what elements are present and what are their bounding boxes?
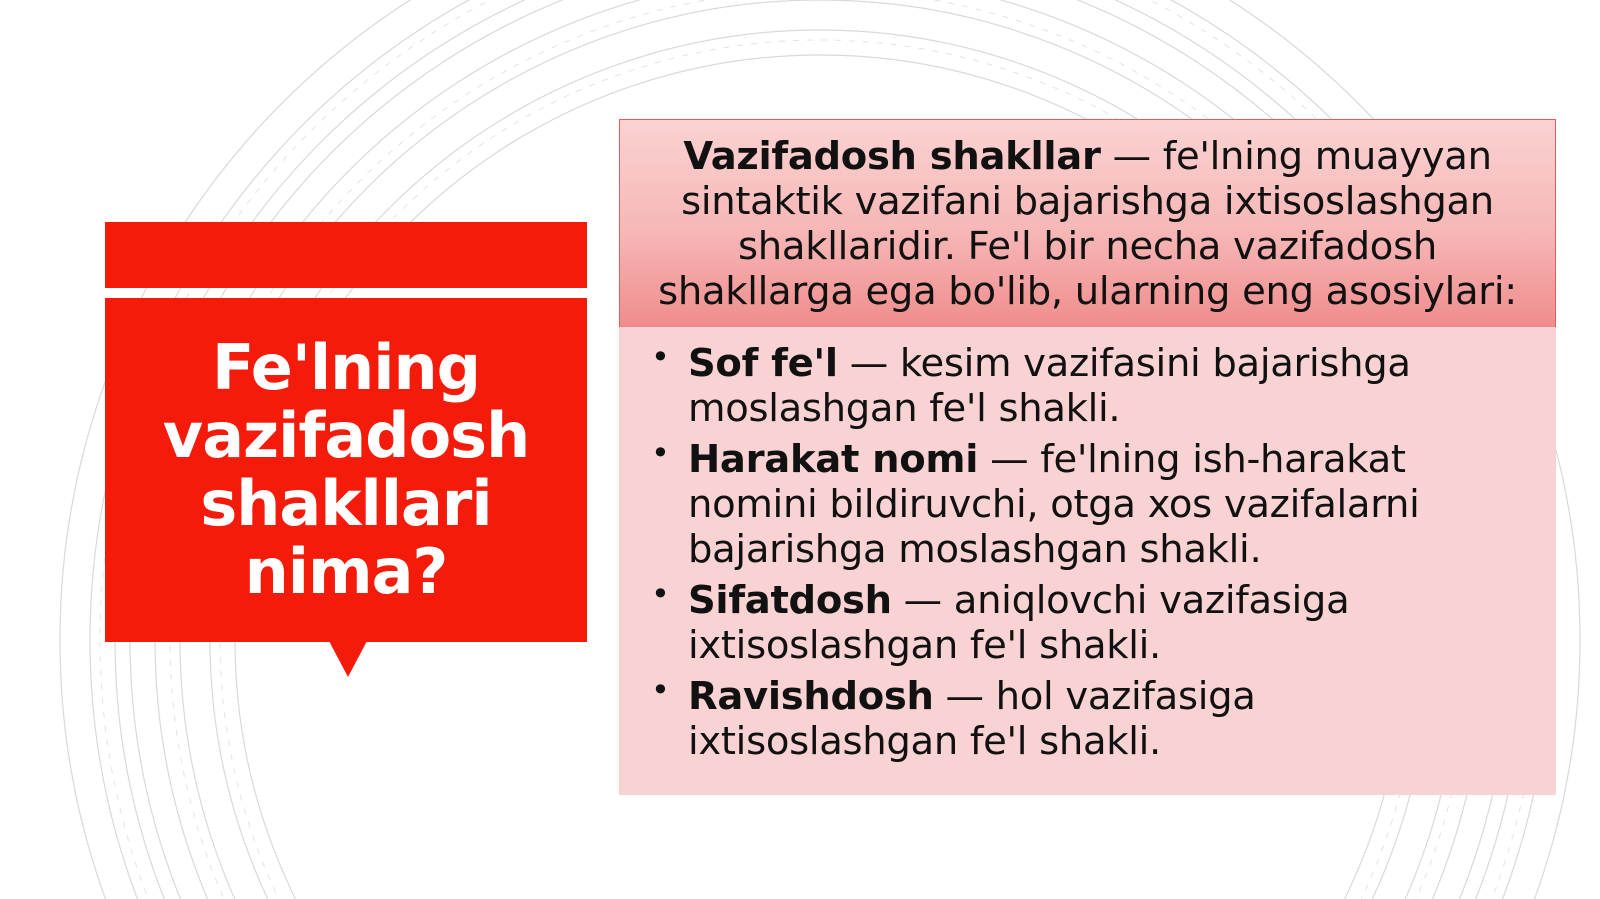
bullet-text: — kesim vazifasini bajarishga moslashgan fe'l shakli.	[688, 341, 1411, 431]
callout-pointer	[329, 641, 367, 677]
definition-body: — fe'lning muayyan sintaktik vazifani bajarishga ixtisoslashgan shakllaridir. Fe'l bir necha vazifadosh shakllarga ega bo'lib, ularning eng asosiylari:	[658, 133, 1517, 314]
bullet-term: Sof fe'l	[688, 341, 838, 386]
bullet-list	[641, 338, 1536, 764]
bullet-icon: •	[651, 338, 670, 376]
slide-title-line: nima?	[244, 535, 448, 608]
bullet-term: Sifatdosh	[688, 578, 892, 623]
definition-text	[640, 134, 1535, 314]
bullet-text: — aniqlovchi vazifasiga ixtisoslashgan fe'l shakli.	[688, 578, 1350, 668]
list-item	[641, 575, 1536, 668]
bullet-icon: •	[651, 434, 670, 472]
bullet-term: Harakat nomi	[688, 437, 979, 482]
list-item	[641, 338, 1536, 431]
bullet-text: — hol vazifasiga ixtisoslashgan fe'l shakli.	[688, 674, 1256, 764]
slide-title	[126, 331, 566, 608]
title-accent-bar	[105, 222, 587, 288]
definition-header	[619, 119, 1556, 327]
slide-title-line: vazifadosh	[162, 399, 530, 472]
bullet-term: Ravishdosh	[688, 674, 934, 719]
list-item	[641, 671, 1536, 764]
bullet-icon: •	[651, 671, 670, 709]
definition-list-panel	[619, 327, 1556, 795]
slide-title-line: shakllari	[200, 467, 492, 540]
bullet-text: — fe'lning ish-harakat nomini bildiruvchi, otga xos vazifalarni bajarishga moslashgan shakli.	[688, 437, 1420, 572]
bullet-icon: •	[651, 575, 670, 613]
definition-term: Vazifadosh shakllar	[683, 133, 1101, 179]
slide-title-line: Fe'lning	[211, 331, 481, 404]
list-item	[641, 434, 1536, 572]
title-box	[105, 298, 587, 642]
